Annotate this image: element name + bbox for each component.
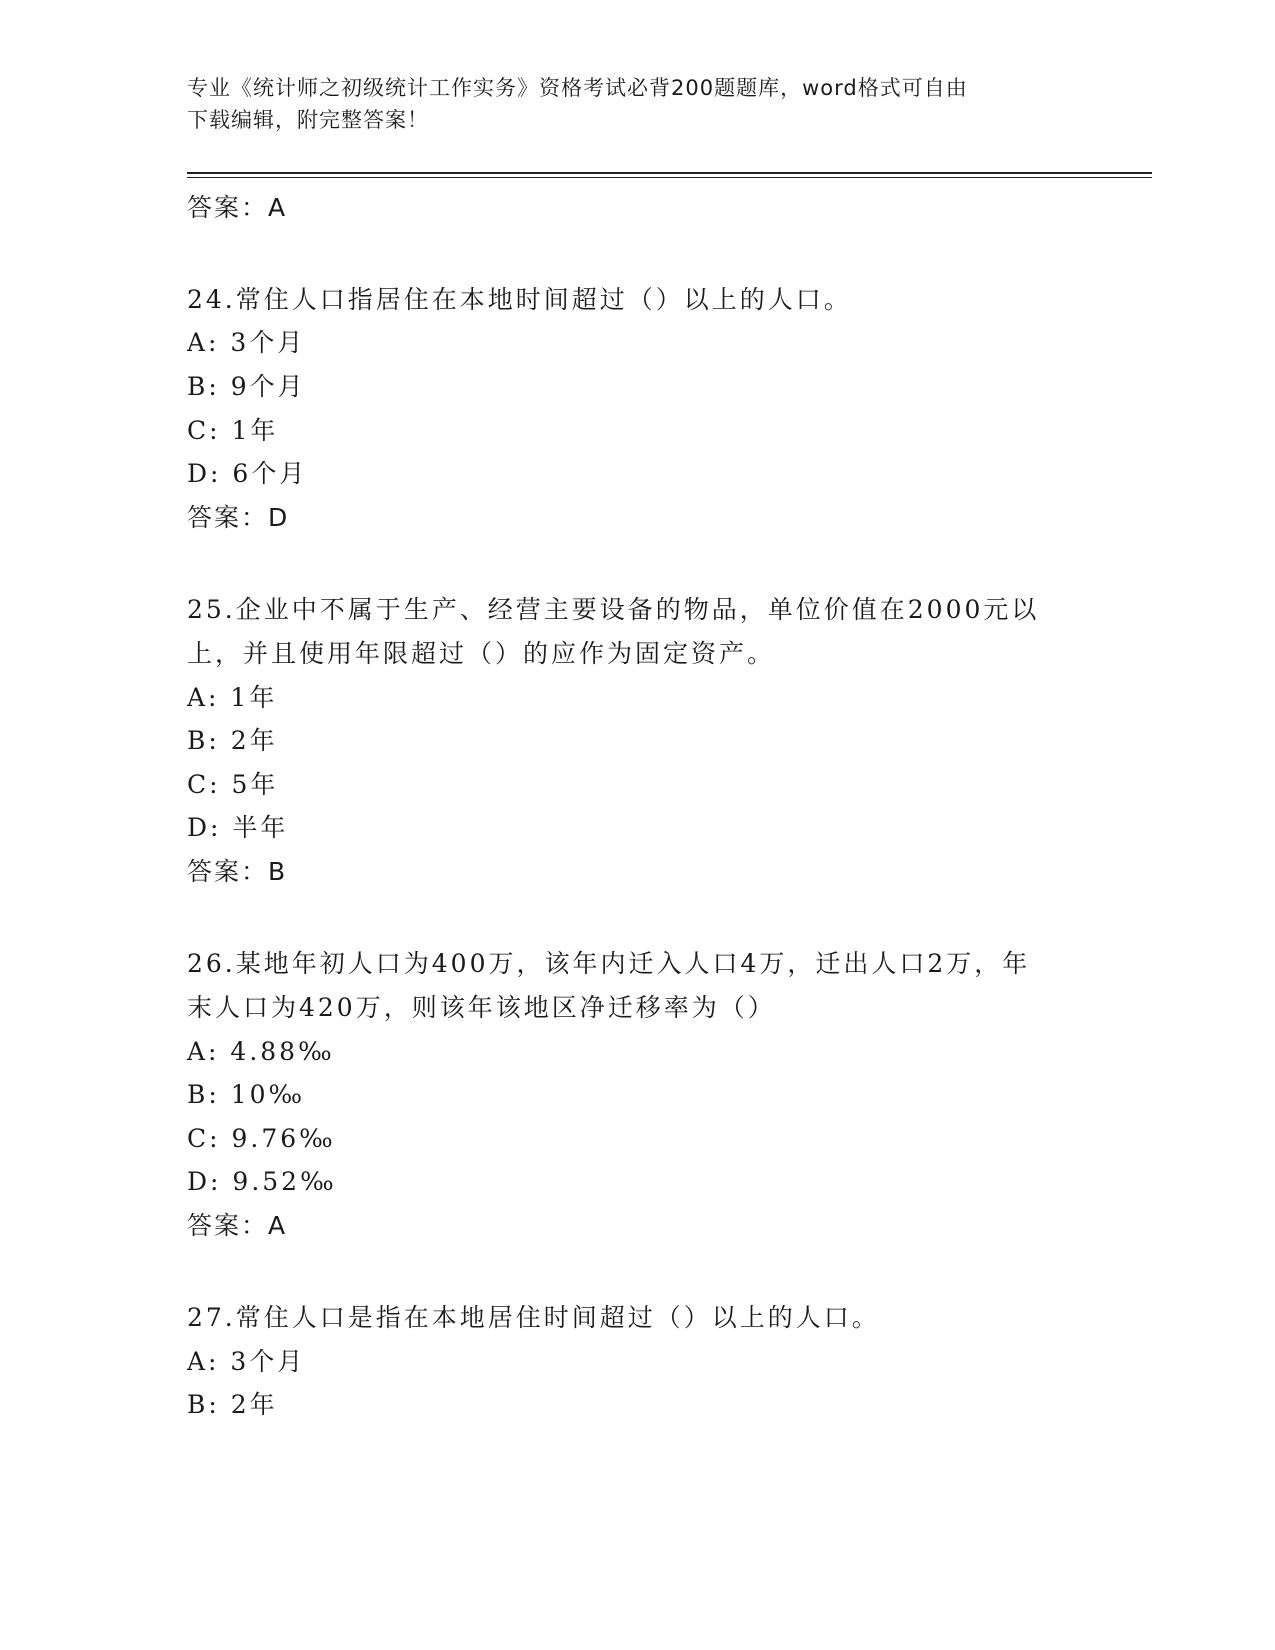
question-26-answer: 答案：A bbox=[187, 1211, 288, 1240]
question-24-option-a: A: 3个月 bbox=[187, 328, 306, 357]
question-25-option-b: B: 2年 bbox=[187, 726, 278, 755]
header-rule-thick bbox=[187, 172, 1152, 174]
question-25-answer: 答案：B bbox=[187, 857, 288, 886]
question-25-stem-line-2: 上，并且使用年限超过（）的应作为固定资产。 bbox=[187, 639, 776, 668]
question-25-option-a: A: 1年 bbox=[187, 683, 278, 712]
question-24-option-b: B: 9个月 bbox=[187, 372, 306, 401]
question-26-stem-line-2: 末人口为420万，则该年该地区净迁移率为（） bbox=[187, 993, 776, 1022]
question-26-option-a: A: 4.88‰ bbox=[187, 1037, 335, 1066]
question-24-stem: 24.常住人口指居住在本地时间超过（）以上的人口。 bbox=[187, 285, 852, 314]
question-24-option-d: D: 6个月 bbox=[187, 459, 308, 488]
header-rule-thin bbox=[187, 177, 1152, 178]
question-27-option-a: A: 3个月 bbox=[187, 1347, 306, 1376]
question-25-option-d: D: 半年 bbox=[187, 813, 289, 842]
header-title-line-2: 下载编辑，附完整答案！ bbox=[187, 108, 429, 132]
question-26-stem-line-1: 26.某地年初人口为400万，该年内迁入人口4万，迁出人口2万，年 bbox=[187, 949, 1031, 978]
question-25-option-c: C: 5年 bbox=[187, 770, 279, 799]
previous-answer: 答案：A bbox=[187, 193, 288, 222]
question-27-option-b: B: 2年 bbox=[187, 1390, 278, 1419]
question-26-option-b: B: 10‰ bbox=[187, 1080, 306, 1109]
header-title-line-1: 专业《统计师之初级统计工作实务》资格考试必背200题题库，word格式可自由 bbox=[187, 76, 968, 100]
question-24-option-c: C: 1年 bbox=[187, 416, 279, 445]
question-25-stem-line-1: 25.企业中不属于生产、经营主要设备的物品，单位价值在2000元以 bbox=[187, 595, 1040, 624]
question-27-stem: 27.常住人口是指在本地居住时间超过（）以上的人口。 bbox=[187, 1303, 880, 1332]
question-24-answer: 答案：D bbox=[187, 503, 290, 532]
question-26-option-c: C: 9.76‰ bbox=[187, 1124, 336, 1153]
question-26-option-d: D: 9.52‰ bbox=[187, 1167, 337, 1196]
